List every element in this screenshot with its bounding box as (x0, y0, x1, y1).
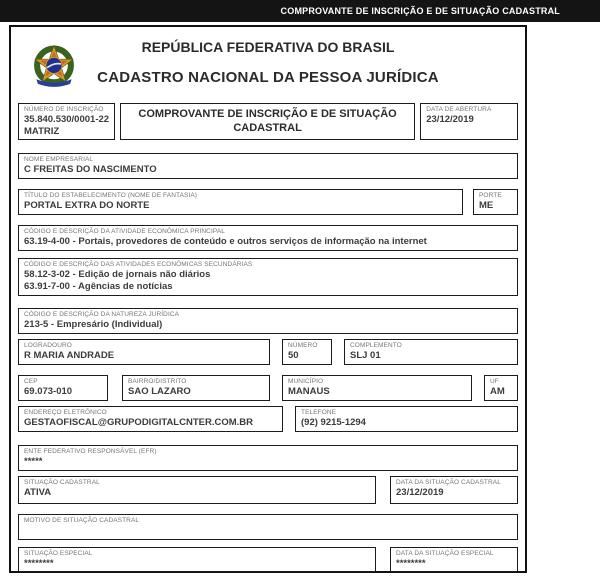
field-label: TÍTULO DO ESTABELECIMENTO (NOME DE FANTASIA) (24, 191, 198, 199)
field-situacao-cadastral (18, 476, 376, 504)
field-natureza-juridica (18, 308, 518, 334)
field-nome-empresarial (18, 153, 518, 179)
field-cep (18, 375, 108, 401)
field-value: (92) 9215-1294 (301, 417, 366, 428)
field-value: ATIVA (24, 487, 52, 498)
field-label: ENDEREÇO ELETRÔNICO (24, 408, 107, 416)
field-numero (282, 339, 332, 365)
document-header (18, 27, 518, 101)
field-value: SAO LAZARO (128, 386, 191, 397)
field-label: SITUAÇÃO CADASTRAL (24, 478, 100, 486)
field-label: PORTE (479, 191, 502, 199)
field-value: GESTAOFISCAL@GRUPODIGITALCNTER.COM.BR (24, 417, 253, 428)
field-value: R MARIA ANDRADE (24, 350, 115, 361)
doc-title-text: COMPROVANTE DE INSCRIÇÃO E DE SITUAÇÃO CADASTRAL (138, 108, 397, 135)
field-value: 63.19-4-00 - Portais, provedores de conteúdo e outros serviços de informação na internet (24, 236, 427, 247)
field-data-situacao-cadastral (390, 476, 518, 504)
field-label: MOTIVO DE SITUAÇÃO CADASTRAL (24, 516, 140, 524)
field-label: NÚMERO (288, 341, 318, 349)
field-label: CÓDIGO E DESCRIÇÃO DA NATUREZA JURÍDICA (24, 310, 180, 318)
field-situacao-especial (18, 547, 376, 572)
field-value: 23/12/2019 (426, 114, 474, 126)
row-inscricao (18, 103, 518, 140)
field-label: DATA DA SITUAÇÃO ESPECIAL (396, 549, 494, 557)
field-label: DATA DE ABERTURA (426, 106, 492, 113)
field-label: LOGRADOURO (24, 341, 72, 349)
row-endereco-2 (18, 375, 518, 401)
page-subtitle: CADASTRO NACIONAL DA PESSOA JURÍDICA (97, 69, 439, 86)
top-bar (0, 0, 600, 22)
field-bairro (122, 375, 270, 401)
row-contato (18, 406, 518, 432)
row-atividades-secundarias (18, 258, 518, 296)
field-doc-title (120, 103, 415, 140)
field-value-2: 63.91-7-00 - Agências de notícias (24, 280, 173, 292)
field-uf (484, 375, 518, 401)
field-value: AM (490, 386, 505, 397)
field-motivo-situacao (18, 514, 518, 540)
top-bar-title: COMPROVANTE DE INSCRIÇÃO E DE SITUAÇÃO CADASTRAL (280, 6, 560, 16)
field-atividade-principal (18, 225, 518, 251)
field-value: 23/12/2019 (396, 487, 444, 498)
field-label: CEP (24, 377, 38, 385)
field-label: BAIRRO/DISTRITO (128, 377, 187, 385)
field-value: 213-5 - Empresário (Individual) (24, 319, 163, 330)
field-efr (18, 445, 518, 471)
field-value-2: MATRIZ (24, 126, 60, 137)
field-label: SITUAÇÃO ESPECIAL (24, 549, 93, 557)
row-situacao-cadastral (18, 476, 518, 504)
row-atividade-principal (18, 225, 518, 251)
field-complemento (344, 339, 518, 365)
field-value: 35.840.530/0001-22 (24, 114, 110, 126)
field-municipio (282, 375, 472, 401)
field-nome-fantasia (18, 189, 463, 215)
field-numero-inscricao (18, 103, 115, 140)
document-page (9, 25, 527, 573)
field-atividades-secundarias (18, 258, 518, 296)
field-label: NOME EMPRESARIAL (24, 155, 94, 163)
field-label: MUNICÍPIO (288, 377, 324, 385)
field-value: 50 (288, 350, 299, 361)
row-natureza-juridica (18, 308, 518, 334)
field-logradouro (18, 339, 270, 365)
row-nome-empresarial (18, 153, 518, 179)
field-value: ME (479, 200, 494, 211)
field-data-abertura (420, 103, 518, 140)
field-label: UF (490, 377, 499, 385)
field-porte (473, 189, 518, 215)
field-value: SLJ 01 (350, 350, 381, 361)
row-endereco-1 (18, 339, 518, 365)
field-label: ENTE FEDERATIVO RESPONSÁVEL (EFR) (24, 447, 157, 455)
field-label: CÓDIGO E DESCRIÇÃO DA ATIVIDADE ECONÔMICA PRINCIPAL (24, 227, 225, 235)
field-telefone (295, 406, 518, 432)
row-motivo-situacao (18, 514, 518, 540)
field-value: ******** (396, 558, 426, 569)
field-value: MANAUS (288, 386, 330, 397)
field-value: PORTAL EXTRA DO NORTE (24, 200, 150, 211)
field-data-situacao-especial (390, 547, 518, 572)
field-label: NÚMERO DE INSCRIÇÃO (24, 106, 104, 113)
field-label: COMPLEMENTO (350, 341, 402, 349)
field-value: ******** (24, 558, 54, 569)
field-label: CÓDIGO E DESCRIÇÃO DAS ATIVIDADES ECONÔMICAS SECUNDÁRIAS (24, 260, 253, 268)
field-value: 58.12-3-02 - Edição de jornais não diários (24, 269, 211, 280)
field-label: DATA DA SITUAÇÃO CADASTRAL (396, 478, 501, 486)
row-efr (18, 445, 518, 471)
field-value: 69.073-010 (24, 386, 73, 397)
field-value: ***** (24, 456, 43, 467)
row-situacao-especial (18, 547, 518, 572)
field-value: C FREITAS DO NASCIMENTO (24, 164, 157, 175)
field-label: TELEFONE (301, 408, 337, 416)
row-fantasia-porte (18, 189, 518, 215)
page-title: REPÚBLICA FEDERATIVA DO BRASIL (141, 39, 395, 55)
field-email (18, 406, 283, 432)
